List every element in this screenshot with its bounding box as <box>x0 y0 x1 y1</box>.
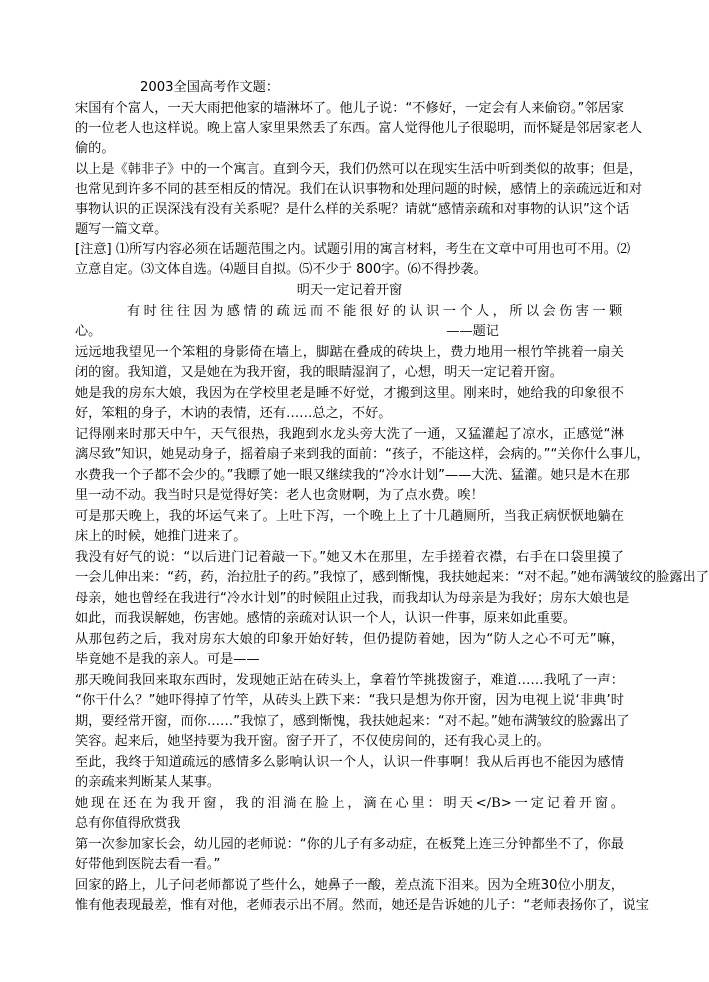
body-line: 远远地我望见一个笨粗的身影倚在墙上，脚踮在叠成的砖块上，费力地用一根竹竿挑着一扇关 <box>75 345 624 360</box>
body-line: 她是我的房东大娘，我因为在学校里老是睡不好觉，才搬到这里。刚来时，她给我的印象很不 <box>75 386 624 401</box>
body-line: 回家的路上，儿子问老师都说了些什么，她鼻子一酸，差点流下泪来。因为全班30位小朋友， <box>75 878 624 893</box>
body-line: 床上的时候，她推门进来了。 <box>75 529 247 544</box>
epigraph-line: 有时往往因为感情的疏远而不能很好的认识一个人，所以会伤害一颗 <box>127 304 624 319</box>
body-line: 的亲疏来判断某人某事。 <box>75 775 221 790</box>
body-line: 好，笨粗的身子，木讷的表情，还有……总之，不好。 <box>75 406 392 421</box>
prompt-line: 宋国有个富人，一天大雨把他家的墙淋坏了。他儿子说：“不修好，一定会有人来偷窃。”邻居家 <box>75 101 624 116</box>
body-line: 可是那天晚上，我的坏运气来了。上吐下泻，一个晚上上了十几趟厕所，当我正病恹恹地躺在 <box>75 509 624 524</box>
body-line: 闭的窗。我知道，又是她在为我开窗，我的眼睛湿润了，心想，明天一定记着开窗。 <box>75 365 563 380</box>
body-line: 里一动不动。我当时只是觉得好笑：老人也贪财啊，为了点水费。唉！ <box>75 488 484 503</box>
prompt-line: 事物认识的正误深浅有没有关系呢？是什么样的关系呢？请就“感情亲疏和对事物的认识”这个话 <box>75 202 630 217</box>
prompt-line: 偷的。 <box>75 141 115 156</box>
body-line: 漓尽致”知识，她晃动身子，摇着扇子来到我的面前：“孩子，不能这样，会病的。”“关你什么事儿， <box>75 447 650 462</box>
essay-title: 总有你值得欣赏我 <box>75 816 181 831</box>
body-line: 水费我一个子都不会少的。”我瞟了她一眼又继续我的“冷水计划”——大洗、猛灌。她只是木在那 <box>75 468 630 483</box>
epigraph-attribution: ——题记 <box>446 324 499 339</box>
body-line: 期，要经常开窗，而你……”我惊了，感到惭愧，我扶她起来：“对不起。”她布满皱纹的脸露出了 <box>75 714 630 729</box>
prompt-line: 题写一篇文章。 <box>75 222 168 237</box>
body-line: 母亲，她也曾经在我进行“冷水计划”的时候阻止过我，而我却认为母亲是为我好；房东大娘也是 <box>75 591 630 606</box>
body-line: 我没有好气的说：“以后进门记着敲一下。”她又木在那里，左手搓着衣襟，右手在口袋里摸了 <box>75 550 624 565</box>
body-line: 惟有他表现最差，惟有对他，老师表示出不屑。然而，她还是告诉她的儿子：“老师表扬你了，说宝 <box>75 898 649 913</box>
exam-heading: 2003全国高考作文题： <box>140 80 280 95</box>
prompt-line: 的一位老人也这样说。晚上富人家里果然丢了东西。富人觉得他儿子很聪明，而怀疑是邻居家老人 <box>75 121 643 136</box>
essay-closing-line: 她现在还在为我开窗，我的泪淌在脸上，滴在心里：明天</B>一定记着开窗。 <box>75 796 624 811</box>
epigraph-line-start: 心。 <box>75 324 102 339</box>
body-line: 第一次参加家长会，幼儿园的老师说：“你的儿子有多动症，在板凳上连三分钟都坐不了，你最 <box>75 837 624 852</box>
body-line: 毕竟她不是我的亲人。可是—— <box>75 652 260 667</box>
body-line: 一会儿伸出来：“药，药，治拉肚子的药。”我惊了，感到惭愧，我扶她起来：“对不起。”她布满皱纹的脸露出了 <box>75 570 709 585</box>
body-line: 那天晚间我回来取东西时，发现她正站在砖头上，拿着竹竿挑拨窗子，难道……我吼了一声： <box>75 673 624 688</box>
body-line: 好带他到医院去看一看。” <box>75 857 221 872</box>
body-line: 记得刚来时那天中午，天气很热，我跑到水龙头旁大洗了一通，又猛灌起了凉水，正感觉“淋 <box>75 427 624 442</box>
body-line: “你干什么？”她吓得掉了竹竿，从砖头上跌下来：“我只是想为你开窗，因为电视上说‘非典’时 <box>75 693 624 708</box>
notice-line: [注意] ⑴所写内容必须在话题范围之内。试题引用的寓言材料，考生在文章中可用也可不用。⑵ <box>75 242 631 257</box>
prompt-line: 以上是《韩非子》中的一个寓言。直到今天，我们仍然可以在现实生活中听到类似的故事；但是， <box>75 162 643 177</box>
notice-line: 立意自定。⑶文体自选。⑷题目自拟。⑸不少于 800字。⑹不得抄袭。 <box>75 262 487 277</box>
epigraph-line <box>75 322 624 342</box>
body-line: 如此，而我误解她，伤害她。感情的亲疏对认识一个人，认识一件事，原来如此重要。 <box>75 611 577 626</box>
prompt-line: 也常见到许多不同的甚至相反的情况。我们在认识事物和处理问题的时候，感情上的亲疏远近和对 <box>75 182 643 197</box>
body-line: 笑容。起来后，她坚持要为我开窗。窗子开了，不仅使房间的，还有我心灵上的。 <box>75 734 550 749</box>
essay-title: 明天一定记着开窗 <box>296 283 403 298</box>
body-line: 至此，我终于知道疏远的感情多么影响认识一个人，认识一件事啊！我从后再也不能因为感情 <box>75 755 624 770</box>
body-line: 从那包药之后，我对房东大娘的印象开始好转，但仍提防着她，因为“防人之心不可无”嘛， <box>75 632 624 647</box>
